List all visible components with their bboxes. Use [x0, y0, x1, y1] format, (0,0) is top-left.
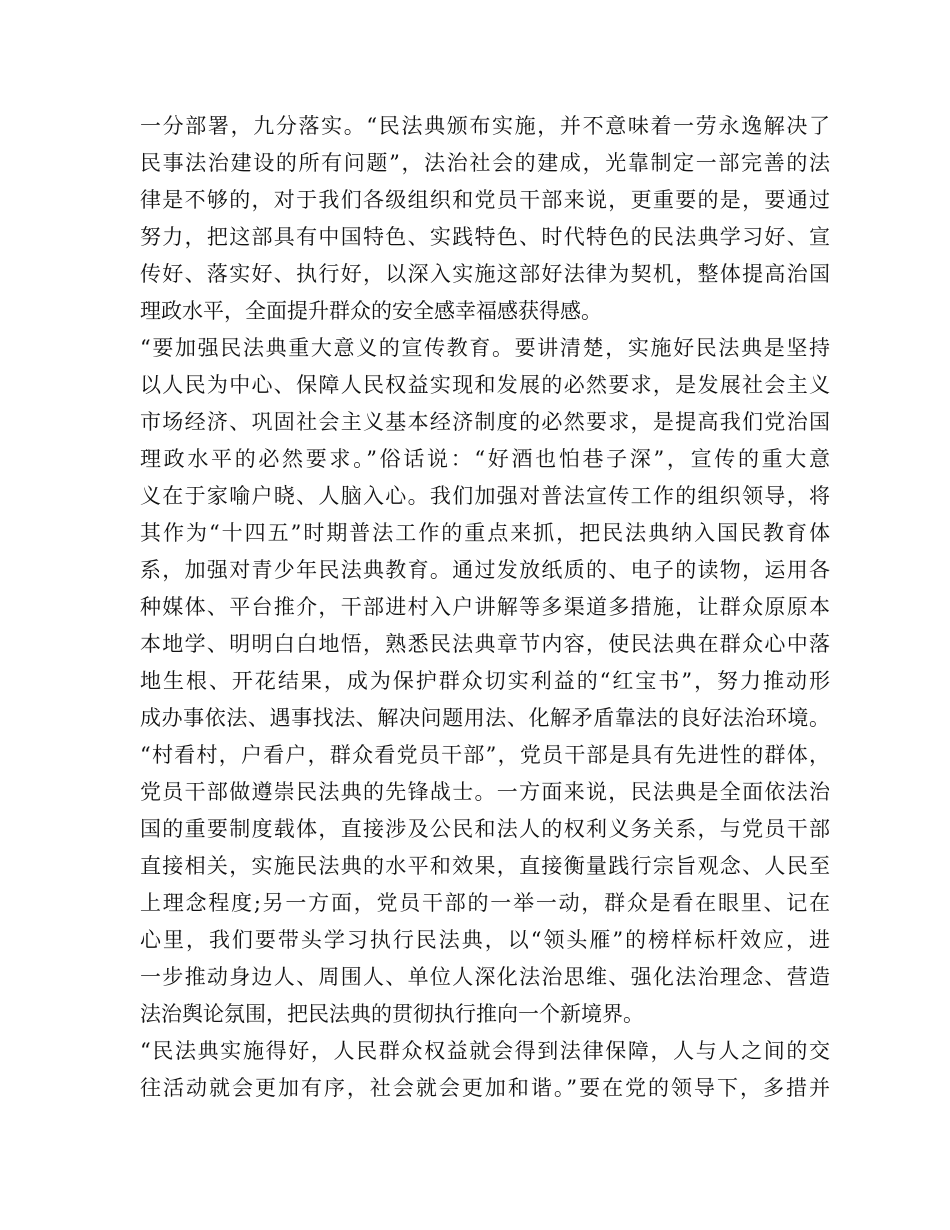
text-line: 律是不够的，对于我们各级组织和党员干部来说，更重要的是，要通过 — [140, 188, 830, 212]
text-line: 义在于家喻户晓、人脑入心。我们加强对普法宣传工作的组织领导，将 — [140, 484, 830, 508]
text-line: 以人民为中心、保障人民权益实现和发展的必然要求，是发展社会主义 — [140, 373, 830, 397]
paragraph-2 — [140, 330, 830, 737]
paragraph-1 — [140, 108, 830, 330]
text-line: 成办事依法、遇事找法、解决问题用法、化解矛盾靠法的良好法治环境。 — [140, 706, 830, 730]
text-line: 一步推动身边人、周围人、单位人深化法治思维、强化法治理念、营造 — [140, 965, 830, 989]
text-line: 本地学、明明白白地悟，熟悉民法典章节内容，使民法典在群众心中落 — [140, 632, 830, 656]
document-body — [140, 108, 830, 1107]
text-line: 努力，把这部具有中国特色、实践特色、时代特色的民法典学习好、宣 — [140, 225, 830, 249]
text-line: 国的重要制度载体，直接涉及公民和法人的权利义务关系，与党员干部 — [140, 817, 830, 841]
text-line: 一分部署，九分落实。“民法典颁布实施，并不意味着一劳永逸解决了 — [140, 114, 830, 138]
text-line: 传好、落实好、执行好，以深入实施这部好法律为契机，整体提高治国 — [140, 262, 830, 286]
text-line: 系，加强对青少年民法典教育。通过发放纸质的、电子的读物，运用各 — [140, 558, 830, 582]
text-line: “村看村，户看户，群众看党员干部”，党员干部是具有先进性的群体， — [140, 743, 830, 767]
text-line: “要加强民法典重大意义的宣传教育。要讲清楚，实施好民法典是坚持 — [140, 336, 830, 360]
text-line: 法治舆论氛围，把民法典的贯彻执行推向一个新境界。 — [140, 1002, 644, 1026]
text-line: 市场经济、巩固社会主义基本经济制度的必然要求，是提高我们党治国 — [140, 410, 830, 434]
text-line: 理政水平的必然要求。”俗话说：“好酒也怕巷子深”，宣传的重大意 — [140, 447, 830, 471]
text-line: 种媒体、平台推介，干部进村入户讲解等多渠道多措施，让群众原原本 — [140, 595, 830, 619]
text-line: 其作为“十四五”时期普法工作的重点来抓，把民法典纳入国民教育体 — [140, 521, 830, 545]
text-line: 理政水平，全面提升群众的安全感幸福感获得感。 — [140, 299, 602, 323]
paragraph-3 — [140, 737, 830, 1033]
text-line: 上理念程度;另一方面，党员干部的一举一动，群众是看在眼里、记在 — [140, 891, 830, 915]
text-line: 党员干部做遵崇民法典的先锋战士。一方面来说，民法典是全面依法治 — [140, 780, 830, 804]
text-line: 往活动就会更加有序，社会就会更加和谐。”要在党的领导下，多措并 — [140, 1076, 830, 1100]
text-line: 直接相关，实施民法典的水平和效果，直接衡量践行宗旨观念、人民至 — [140, 854, 830, 878]
paragraph-4 — [140, 1033, 830, 1107]
text-line: 地生根、开花结果，成为保护群众切实利益的“红宝书”，努力推动形 — [140, 669, 830, 693]
text-line: “民法典实施得好，人民群众权益就会得到法律保障，人与人之间的交 — [140, 1039, 830, 1063]
text-line: 心里，我们要带头学习执行民法典，以“领头雁”的榜样标杆效应，进 — [140, 928, 830, 952]
text-line: 民事法治建设的所有问题”，法治社会的建成，光靠制定一部完善的法 — [140, 151, 830, 175]
